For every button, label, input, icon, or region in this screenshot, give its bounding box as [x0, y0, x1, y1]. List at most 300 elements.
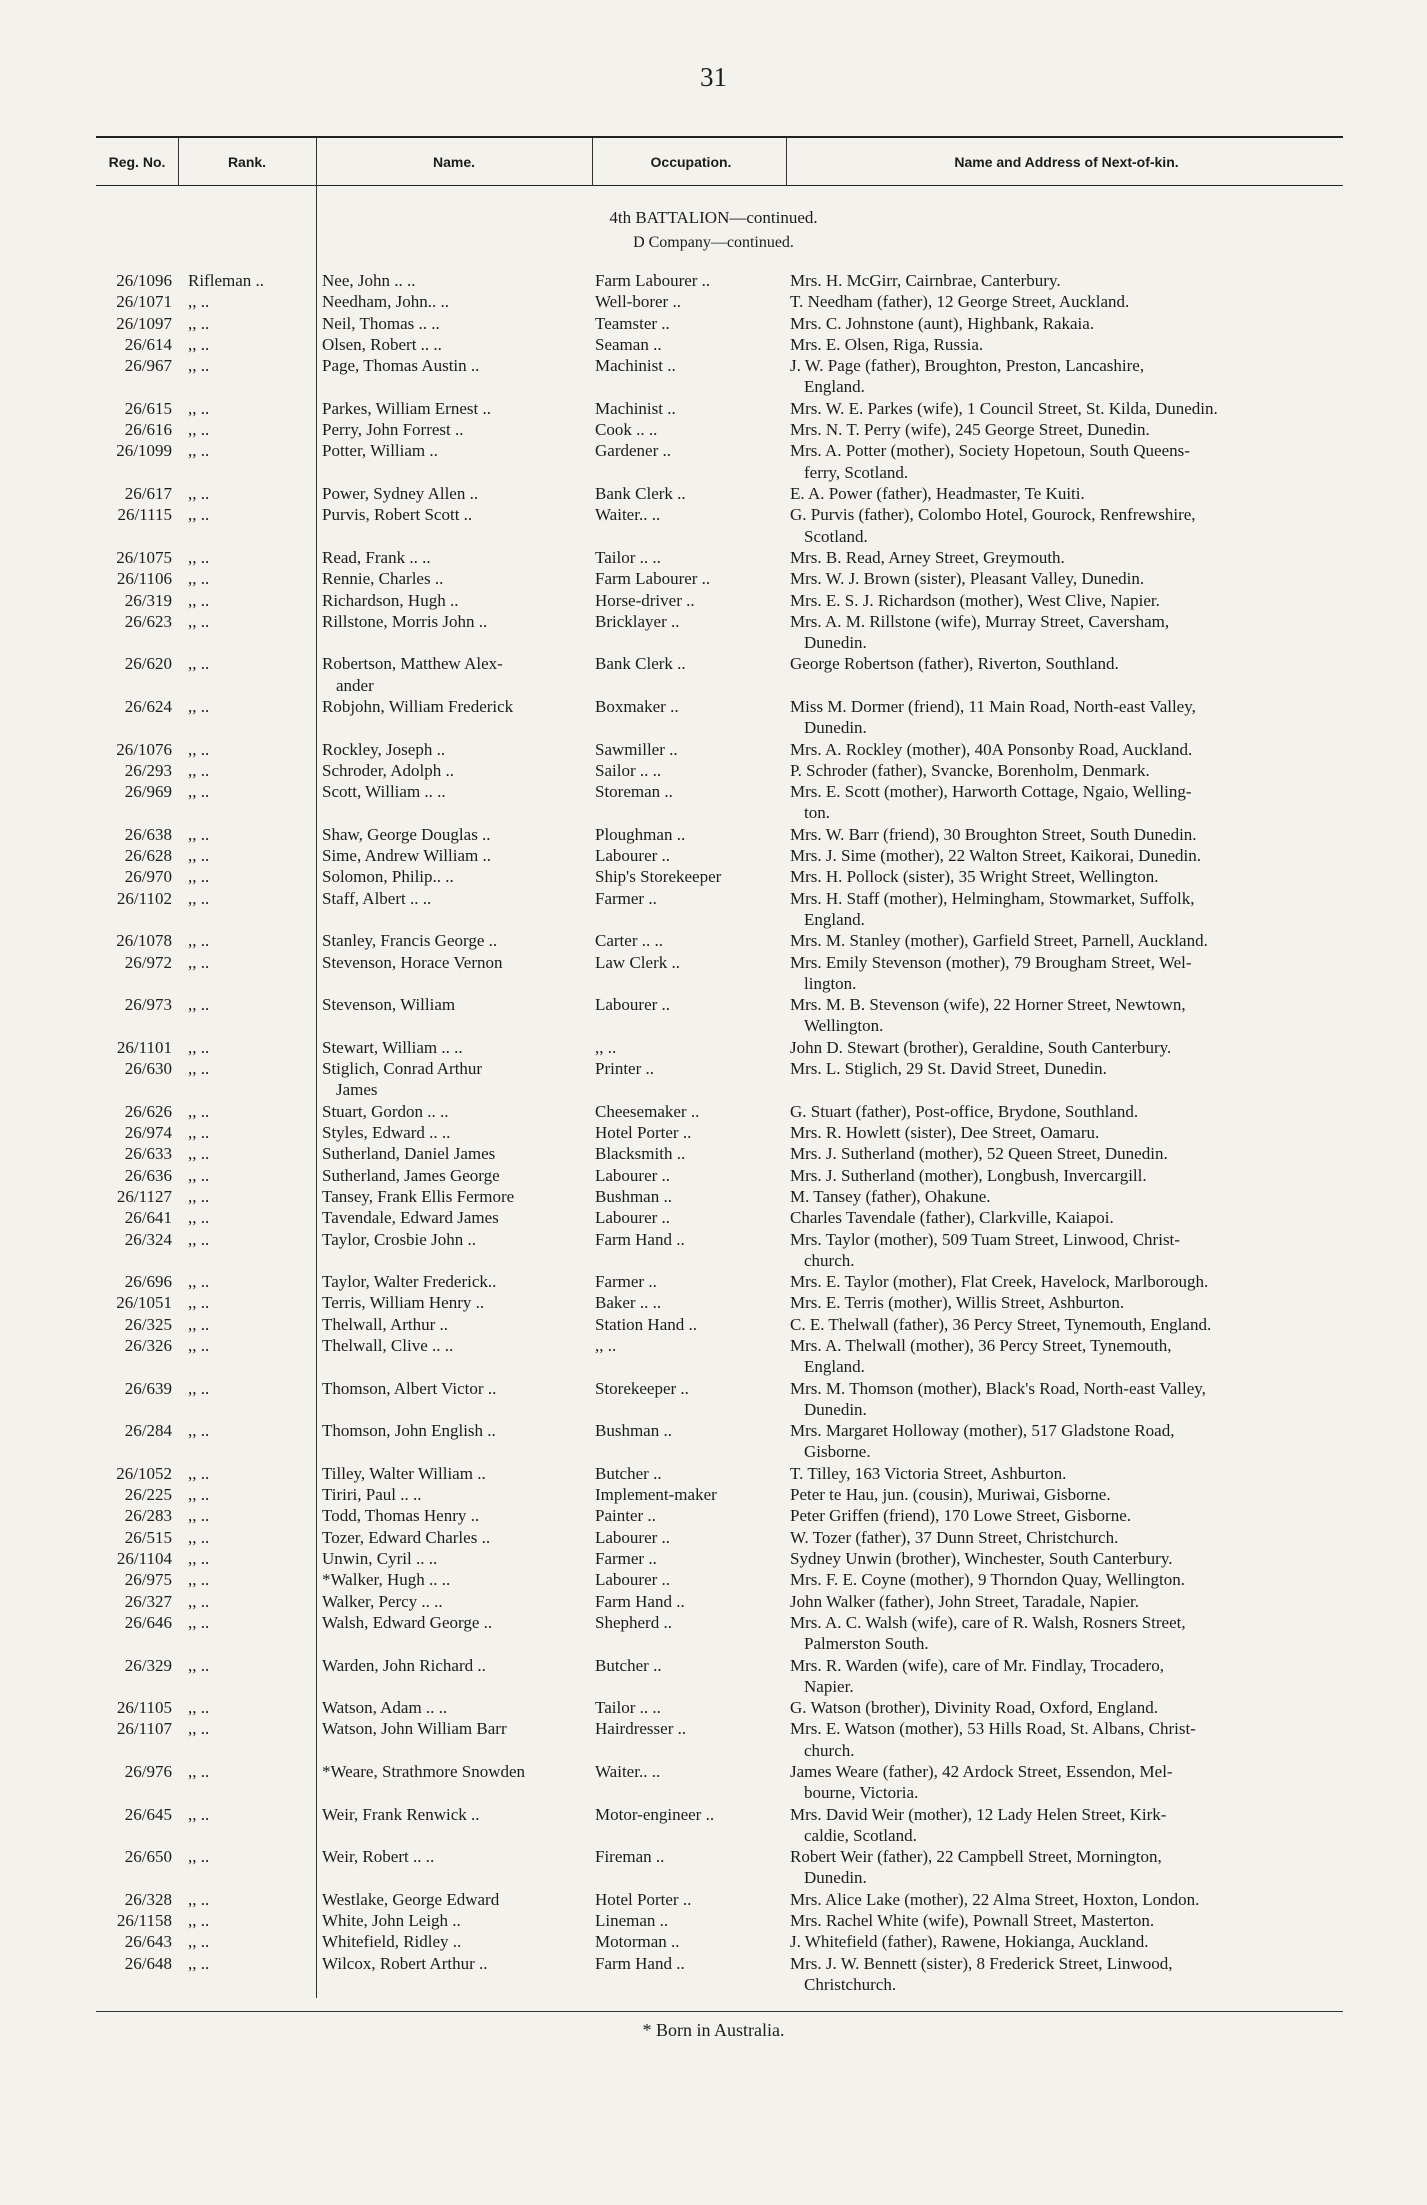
table-row — [0, 1548, 1427, 1569]
next-of-kin-line: Mrs. A. Thelwall (mother), 36 Percy Street, Tynemouth, — [790, 1336, 1172, 1355]
next-of-kin-continuation: bourne, Victoria. — [804, 1783, 919, 1803]
rank-cell: ,, .. — [188, 1186, 210, 1206]
name-line: Stewart, William .. .. — [322, 1037, 463, 1057]
occupation-cell: Machinist .. — [595, 356, 676, 376]
table-row — [0, 568, 1427, 589]
table-row — [0, 1569, 1427, 1590]
next-of-kin-cell — [790, 1292, 1350, 1313]
rank-cell: ,, .. — [188, 1911, 210, 1931]
table-row — [0, 1143, 1427, 1164]
next-of-kin-cell — [790, 866, 1350, 887]
reg-no-cell: 26/1099 — [116, 441, 172, 461]
name-line: Tansey, Frank Ellis Fermore — [322, 1186, 515, 1206]
rank-cell: ,, .. — [188, 846, 210, 866]
occupation-cell: Printer .. — [595, 1059, 655, 1079]
next-of-kin-line: Mrs. A. Rockley (mother), 40A Ponsonby Road, Auckland. — [790, 739, 1193, 759]
table-row — [0, 504, 1427, 547]
table-row — [0, 398, 1427, 419]
rank-cell: ,, .. — [188, 867, 210, 887]
occupation-cell: Hotel Porter .. — [595, 1889, 692, 1909]
next-of-kin-cell — [790, 952, 1350, 995]
table-row — [0, 824, 1427, 845]
table-row — [0, 1697, 1427, 1718]
name-line: Thelwall, Clive .. .. — [322, 1336, 454, 1355]
rank-cell: ,, .. — [188, 569, 210, 589]
name-line: White, John Leigh .. — [322, 1911, 461, 1931]
next-of-kin-line: Mrs. Margaret Holloway (mother), 517 Gladstone Road, — [790, 1421, 1175, 1441]
table-row — [0, 781, 1427, 824]
next-of-kin-line: Mrs. B. Read, Arney Street, Greymouth. — [790, 547, 1065, 567]
occupation-cell: Labourer .. — [595, 846, 671, 866]
next-of-kin-continuation: Dunedin. — [804, 718, 867, 738]
table-row — [0, 291, 1427, 312]
occupation-cell: Tailor .. .. — [595, 547, 661, 567]
table-row — [0, 1058, 1427, 1101]
occupation-cell: Cheesemaker .. — [595, 1101, 700, 1121]
next-of-kin-line: J. Whitefield (father), Rawene, Hokianga, Auckland. — [790, 1932, 1149, 1952]
next-of-kin-continuation: Gisborne. — [804, 1442, 871, 1462]
rank-cell: ,, .. — [188, 1101, 210, 1121]
next-of-kin-cell — [790, 1101, 1350, 1122]
next-of-kin-line: George Robertson (father), Riverton, Southland. — [790, 654, 1119, 674]
name-cell — [322, 419, 585, 440]
reg-no-cell: 26/515 — [124, 1527, 172, 1547]
name-line: Thomson, Albert Victor .. — [322, 1378, 497, 1398]
next-of-kin-line: Mrs. N. T. Perry (wife), 245 George Street, Dunedin. — [790, 420, 1150, 440]
next-of-kin-cell — [790, 1718, 1350, 1761]
name-line: Solomon, Philip.. .. — [322, 867, 454, 887]
table-row — [0, 888, 1427, 931]
occupation-cell: ,, .. — [595, 1336, 617, 1355]
next-of-kin-line: Charles Tavendale (father), Clarkville, Kaiapoi. — [790, 1208, 1114, 1228]
rank-cell: ,, .. — [188, 1719, 210, 1739]
occupation-cell: Farmer .. — [595, 888, 657, 908]
occupation-cell: Horse-driver .. — [595, 590, 695, 610]
name-cell — [322, 1548, 585, 1569]
table-row — [0, 1484, 1427, 1505]
rank-cell: ,, .. — [188, 995, 210, 1015]
rank-cell: ,, .. — [188, 505, 210, 525]
rank-cell: ,, .. — [188, 1889, 210, 1909]
next-of-kin-line: Mrs. Emily Stevenson (mother), 79 Brougham Street, Wel- — [790, 952, 1192, 972]
next-of-kin-cell — [790, 1143, 1350, 1164]
name-line: Rockley, Joseph .. — [322, 739, 446, 759]
rank-cell: ,, .. — [188, 888, 210, 908]
table-row — [0, 845, 1427, 866]
rank-cell: Rifleman .. — [188, 271, 265, 290]
occupation-cell: Bank Clerk .. — [595, 654, 686, 674]
name-line: Tiriri, Paul .. .. — [322, 1485, 422, 1505]
next-of-kin-line: M. Tansey (father), Ohakune. — [790, 1186, 991, 1206]
rank-cell: ,, .. — [188, 1314, 210, 1334]
rank-cell: ,, .. — [188, 441, 210, 461]
name-cell — [322, 1761, 585, 1782]
next-of-kin-cell — [790, 888, 1350, 931]
occupation-cell: Implement-maker — [595, 1485, 717, 1505]
occupation-cell: Boxmaker .. — [595, 697, 679, 716]
occupation-cell: Lineman .. — [595, 1911, 669, 1931]
name-line: Staff, Albert .. .. — [322, 888, 432, 908]
name-cell — [322, 568, 585, 589]
table-row — [0, 1271, 1427, 1292]
next-of-kin-cell — [790, 313, 1350, 334]
occupation-cell: Farmer .. — [595, 1272, 657, 1292]
reg-no-cell: 26/1106 — [116, 569, 172, 589]
table-row — [0, 270, 1427, 291]
table-row — [0, 1505, 1427, 1526]
name-cell — [322, 1143, 585, 1164]
table-row — [0, 1889, 1427, 1910]
name-cell — [322, 1931, 585, 1952]
occupation-cell: Shepherd .. — [595, 1612, 672, 1632]
next-of-kin-line: J. W. Page (father), Broughton, Preston, Lancashire, — [790, 356, 1145, 376]
name-line: Weir, Robert .. .. — [322, 1847, 435, 1867]
next-of-kin-line: Mrs. W. E. Parkes (wife), 1 Council Street, St. Kilda, Dunedin. — [790, 398, 1218, 418]
rank-cell: ,, .. — [188, 356, 210, 376]
next-of-kin-line: Mrs. W. Barr (friend), 30 Broughton Street, South Dunedin. — [790, 824, 1197, 844]
rank-cell: ,, .. — [188, 292, 210, 312]
table-row — [0, 994, 1427, 1037]
reg-no-cell: 26/696 — [124, 1272, 172, 1292]
reg-no-cell: 26/975 — [124, 1570, 172, 1590]
next-of-kin-cell — [790, 824, 1350, 845]
rank-cell: ,, .. — [188, 1847, 210, 1867]
rank-cell: ,, .. — [188, 1463, 210, 1483]
name-cell — [322, 930, 585, 951]
name-line: Scott, William .. .. — [322, 782, 446, 802]
name-line: Tilley, Walter William .. — [322, 1463, 486, 1483]
rank-cell: ,, .. — [188, 611, 210, 631]
next-of-kin-continuation: Palmerston South. — [804, 1634, 929, 1654]
reg-no-cell: 26/1096 — [116, 271, 172, 290]
rank-cell: ,, .. — [188, 1485, 210, 1505]
next-of-kin-line: P. Schroder (father), Svancke, Borenholm, Denmark. — [790, 760, 1150, 780]
next-of-kin-continuation: ton. — [804, 803, 830, 823]
column-divider — [786, 138, 787, 186]
reg-no-cell: 26/973 — [124, 995, 172, 1015]
occupation-cell: Bank Clerk .. — [595, 484, 686, 503]
name-line: Sutherland, Daniel James — [322, 1144, 496, 1164]
next-of-kin-line: Mrs. J. Sutherland (mother), Longbush, Invercargill. — [790, 1165, 1147, 1185]
next-of-kin-line: Mrs. Alice Lake (mother), 22 Alma Street, Hoxton, London. — [790, 1889, 1200, 1909]
table-row — [0, 930, 1427, 951]
rank-cell: ,, .. — [188, 1144, 210, 1164]
next-of-kin-cell — [790, 1505, 1350, 1526]
rank-cell: ,, .. — [188, 398, 210, 418]
next-of-kin-line: Mrs. M. Thomson (mother), Black's Road, North-east Valley, — [790, 1378, 1206, 1398]
name-cell — [322, 1420, 585, 1441]
name-line: Walsh, Edward George .. — [322, 1612, 493, 1632]
occupation-cell: Motor-engineer .. — [595, 1804, 715, 1824]
next-of-kin-cell — [790, 994, 1350, 1037]
next-of-kin-line: G. Purvis (father), Colombo Hotel, Gourock, Renfrewshire, — [790, 505, 1196, 525]
table-row — [0, 1953, 1427, 1996]
rank-cell: ,, .. — [188, 654, 210, 674]
next-of-kin-line: Mrs. A. C. Walsh (wife), care of R. Walsh, Rosners Street, — [790, 1612, 1186, 1632]
table-row — [0, 1314, 1427, 1335]
name-line: Nee, John .. .. — [322, 271, 416, 290]
occupation-cell: Bushman .. — [595, 1186, 672, 1206]
name-cell — [322, 845, 585, 866]
name-line: Westlake, George Edward — [322, 1889, 500, 1909]
next-of-kin-continuation: caldie, Scotland. — [804, 1825, 917, 1845]
name-cell — [322, 313, 585, 334]
rank-cell: ,, .. — [188, 484, 210, 503]
occupation-cell: Labourer .. — [595, 1527, 671, 1547]
name-cell — [322, 611, 585, 632]
next-of-kin-cell — [790, 1165, 1350, 1186]
rank-cell: ,, .. — [188, 334, 210, 354]
next-of-kin-cell — [790, 1761, 1350, 1804]
occupation-cell: Farmer .. — [595, 1549, 657, 1568]
next-of-kin-continuation: church. — [804, 1250, 855, 1270]
next-of-kin-line: Mrs. Rachel White (wife), Pownall Street, Masterton. — [790, 1911, 1155, 1931]
table-row — [0, 760, 1427, 781]
next-of-kin-cell — [790, 1655, 1350, 1698]
table-row — [0, 1761, 1427, 1804]
name-cell — [322, 1910, 585, 1931]
reg-no-cell: 26/1051 — [116, 1293, 172, 1313]
occupation-cell: Blacksmith .. — [595, 1144, 686, 1164]
table-row — [0, 739, 1427, 760]
rank-cell: ,, .. — [188, 1570, 210, 1590]
name-cell — [322, 781, 585, 802]
occupation-cell: Farm Hand .. — [595, 1229, 685, 1249]
occupation-cell: Labourer .. — [595, 995, 671, 1015]
next-of-kin-cell — [790, 440, 1350, 483]
next-of-kin-line: Peter te Hau, jun. (cousin), Muriwai, Gisborne. — [790, 1485, 1111, 1505]
name-cell — [322, 760, 585, 781]
next-of-kin-line: G. Watson (brother), Divinity Road, Oxford, England. — [790, 1698, 1159, 1718]
occupation-cell: Farm Labourer .. — [595, 271, 711, 290]
occupation-cell: Butcher .. — [595, 1463, 662, 1483]
next-of-kin-line: E. A. Power (father), Headmaster, Te Kuiti. — [790, 484, 1085, 503]
next-of-kin-line: Mrs. M. B. Stevenson (wife), 22 Horner Street, Newtown, — [790, 995, 1186, 1015]
table-row — [0, 653, 1427, 696]
name-continuation: James — [336, 1080, 378, 1100]
name-cell — [322, 1505, 585, 1526]
name-cell — [322, 1229, 585, 1250]
company-heading: D Company—continued. — [633, 234, 794, 251]
name-line: Purvis, Robert Scott .. — [322, 505, 473, 525]
next-of-kin-line: Mrs. Taylor (mother), 509 Tuam Street, Linwood, Christ- — [790, 1229, 1180, 1249]
next-of-kin-line: Mrs. C. Johnstone (aunt), Highbank, Rakaia. — [790, 313, 1095, 333]
name-cell — [322, 1718, 585, 1739]
reg-no-cell: 26/225 — [124, 1485, 172, 1505]
reg-no-cell: 26/1097 — [116, 313, 172, 333]
reg-no-cell: 26/1078 — [116, 931, 172, 951]
reg-no-cell: 26/1105 — [116, 1698, 172, 1718]
next-of-kin-continuation: Christchurch. — [804, 1974, 897, 1994]
name-cell — [322, 334, 585, 355]
rank-cell: ,, .. — [188, 1059, 210, 1079]
occupation-cell: Farm Hand .. — [595, 1953, 685, 1973]
next-of-kin-continuation: Dunedin. — [804, 1399, 867, 1419]
name-line: Styles, Edward .. .. — [322, 1123, 451, 1142]
name-cell — [322, 1186, 585, 1207]
name-cell — [322, 1314, 585, 1335]
occupation-cell: Ploughman .. — [595, 824, 686, 844]
name-line: Stuart, Gordon .. .. — [322, 1101, 449, 1121]
next-of-kin-cell — [790, 1931, 1350, 1952]
next-of-kin-cell — [790, 1058, 1350, 1079]
name-line: Sutherland, James George — [322, 1165, 500, 1185]
name-cell — [322, 398, 585, 419]
occupation-cell: Well-borer .. — [595, 292, 681, 312]
table-row — [0, 1718, 1427, 1761]
occupation-cell: Ship's Storekeeper — [595, 867, 722, 887]
name-cell — [322, 824, 585, 845]
rank-cell: ,, .. — [188, 547, 210, 567]
name-line: Richardson, Hugh .. — [322, 590, 459, 610]
occupation-cell: Farm Hand .. — [595, 1591, 685, 1611]
reg-no-cell: 26/624 — [124, 697, 172, 716]
reg-no-cell: 26/1104 — [116, 1549, 172, 1568]
name-cell — [322, 1335, 585, 1356]
name-line: Taylor, Crosbie John .. — [322, 1229, 476, 1249]
reg-no-cell: 26/967 — [124, 356, 172, 376]
next-of-kin-line: Mrs. J. Sutherland (mother), 52 Queen Street, Dunedin. — [790, 1144, 1168, 1164]
reg-no-cell: 26/284 — [124, 1421, 172, 1441]
rank-cell: ,, .. — [188, 1293, 210, 1313]
occupation-cell: Tailor .. .. — [595, 1698, 661, 1718]
next-of-kin-cell — [790, 568, 1350, 589]
next-of-kin-line: Mrs. H. McGirr, Cairnbrae, Canterbury. — [790, 271, 1061, 290]
reg-no-cell: 26/283 — [124, 1506, 172, 1526]
name-line: Unwin, Cyril .. .. — [322, 1549, 438, 1568]
name-line: Tozer, Edward Charles .. — [322, 1527, 491, 1547]
reg-no-cell: 26/1075 — [116, 547, 172, 567]
reg-no-cell: 26/620 — [124, 654, 172, 674]
reg-no-cell: 26/326 — [124, 1336, 172, 1355]
occupation-cell: ,, .. — [595, 1037, 617, 1057]
reg-no-cell: 26/648 — [124, 1953, 172, 1973]
next-of-kin-cell — [790, 696, 1350, 739]
next-of-kin-continuation: Scotland. — [804, 526, 868, 546]
reg-no-cell: 26/1158 — [116, 1911, 172, 1931]
next-of-kin-cell — [790, 483, 1350, 504]
reg-no-cell: 26/293 — [124, 760, 172, 780]
name-line: Page, Thomas Austin .. — [322, 356, 480, 376]
name-continuation: ander — [336, 675, 374, 695]
reg-no-cell: 26/329 — [124, 1655, 172, 1675]
reg-no-cell: 26/327 — [124, 1591, 172, 1611]
occupation-cell: Labourer .. — [595, 1570, 671, 1590]
name-line: Whitefield, Ridley .. — [322, 1932, 462, 1952]
reg-no-cell: 26/639 — [124, 1378, 172, 1398]
name-cell — [322, 1889, 585, 1910]
next-of-kin-cell — [790, 1271, 1350, 1292]
name-cell — [322, 1569, 585, 1590]
name-cell — [322, 1463, 585, 1484]
name-cell — [322, 440, 585, 461]
name-line: Power, Sydney Allen .. — [322, 484, 479, 503]
next-of-kin-line: Mrs. J. W. Bennett (sister), 8 Frederick Street, Linwood, — [790, 1953, 1173, 1973]
rank-cell: ,, .. — [188, 420, 210, 440]
table-row — [0, 1207, 1427, 1228]
table-row — [0, 952, 1427, 995]
next-of-kin-line: Mrs. A. M. Rillstone (wife), Murray Street, Caversham, — [790, 611, 1170, 631]
name-line: Rillstone, Morris John .. — [322, 611, 488, 631]
reg-no-cell: 26/1115 — [117, 505, 172, 525]
table-row — [0, 1122, 1427, 1143]
rank-cell: ,, .. — [188, 1165, 210, 1185]
rank-cell: ,, .. — [188, 313, 210, 333]
name-line: Parkes, William Ernest .. — [322, 398, 491, 418]
name-cell — [322, 1378, 585, 1399]
next-of-kin-line: Miss M. Dormer (friend), 11 Main Road, North-east Valley, — [790, 697, 1196, 716]
next-of-kin-line: Mrs. David Weir (mother), 12 Lady Helen Street, Kirk- — [790, 1804, 1167, 1824]
next-of-kin-cell — [790, 334, 1350, 355]
occupation-cell: Law Clerk .. — [595, 952, 680, 972]
next-of-kin-cell — [790, 845, 1350, 866]
next-of-kin-cell — [790, 1378, 1350, 1421]
next-of-kin-cell — [790, 1548, 1350, 1569]
name-cell — [322, 547, 585, 568]
rank-cell: ,, .. — [188, 1378, 210, 1398]
table-row — [0, 1655, 1427, 1698]
next-of-kin-cell — [790, 270, 1350, 291]
occupation-cell: Teamster .. — [595, 313, 670, 333]
next-of-kin-line: Mrs. H. Staff (mother), Helmingham, Stowmarket, Suffolk, — [790, 888, 1195, 908]
table-row — [0, 1292, 1427, 1313]
table-header — [96, 136, 1343, 186]
next-of-kin-line: G. Stuart (father), Post-office, Brydone, Southland. — [790, 1101, 1139, 1121]
next-of-kin-continuation: Dunedin. — [804, 633, 867, 653]
table-row — [0, 547, 1427, 568]
table-row — [0, 1612, 1427, 1655]
name-cell — [322, 1165, 585, 1186]
next-of-kin-line: Mrs. E. Watson (mother), 53 Hills Road, St. Albans, Christ- — [790, 1719, 1196, 1739]
rank-cell: ,, .. — [188, 739, 210, 759]
name-line: Perry, John Forrest .. — [322, 420, 464, 440]
table-row — [0, 1910, 1427, 1931]
next-of-kin-line: W. Tozer (father), 37 Dunn Street, Christchurch. — [790, 1527, 1119, 1547]
name-cell — [322, 888, 585, 909]
next-of-kin-cell — [790, 653, 1350, 674]
next-of-kin-cell — [790, 1463, 1350, 1484]
next-of-kin-cell — [790, 1804, 1350, 1847]
rank-cell: ,, .. — [188, 1932, 210, 1952]
name-line: Warden, John Richard .. — [322, 1655, 486, 1675]
occupation-cell: Storeman .. — [595, 782, 673, 802]
rank-cell: ,, .. — [188, 697, 210, 716]
reg-no-cell: 26/328 — [124, 1889, 172, 1909]
next-of-kin-line: Mrs. A. Potter (mother), Society Hopetoun, South Queens- — [790, 441, 1190, 461]
column-divider — [178, 138, 179, 186]
table-row — [0, 440, 1427, 483]
reg-no-cell: 26/641 — [124, 1208, 172, 1228]
table-row — [0, 1463, 1427, 1484]
name-cell — [322, 355, 585, 376]
rank-cell: ,, .. — [188, 952, 210, 972]
occupation-cell: Bricklayer .. — [595, 611, 680, 631]
reg-no-cell: 26/638 — [124, 824, 172, 844]
next-of-kin-cell — [790, 291, 1350, 312]
name-line: Taylor, Walter Frederick.. — [322, 1272, 497, 1292]
name-cell — [322, 1484, 585, 1505]
name-line: Stanley, Francis George .. — [322, 931, 498, 951]
name-line: Thomson, John English .. — [322, 1421, 496, 1441]
reg-no-cell: 26/1102 — [116, 888, 172, 908]
battalion-heading: 4th BATTALION—continued. — [609, 208, 818, 227]
name-cell — [322, 1292, 585, 1313]
table-row — [0, 611, 1427, 654]
occupation-cell: Sailor .. .. — [595, 760, 662, 780]
reg-no-cell: 26/646 — [124, 1612, 172, 1632]
rank-cell: ,, .. — [188, 931, 210, 951]
reg-no-cell: 26/1076 — [116, 739, 172, 759]
